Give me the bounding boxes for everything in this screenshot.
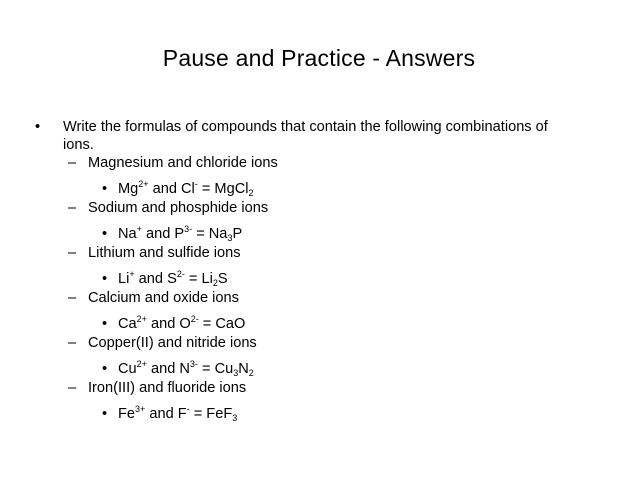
charge-superscript: 2+	[136, 314, 147, 324]
formula-text: Fe	[118, 406, 136, 422]
formula-text: = FeF	[189, 406, 233, 422]
item-dash: –	[68, 245, 77, 261]
charge-superscript: 2-	[190, 314, 199, 324]
charge-superscript: 2+	[138, 179, 149, 189]
item-label: Calcium and oxide ions	[88, 290, 239, 306]
formula-text: Li	[118, 271, 130, 287]
formula-text: and P	[141, 226, 185, 242]
item-dash: –	[68, 290, 77, 306]
answer-bullet: •	[102, 181, 108, 197]
formula-text: and F	[145, 406, 187, 422]
charge-superscript: +	[129, 269, 135, 279]
formula-text: = Na	[192, 226, 228, 242]
formula-text: Ca	[118, 316, 137, 332]
formula-text: P	[232, 226, 243, 242]
formula-text: = CaO	[198, 316, 246, 332]
formula-text: Mg	[118, 181, 139, 197]
intro-line-1: Write the formulas of compounds that contain the following combinations of	[63, 119, 548, 135]
charge-superscript: 3-	[189, 359, 198, 369]
formula-text: and Cl	[148, 181, 195, 197]
intro-line-2: ions.	[63, 137, 94, 153]
answer-bullet: •	[102, 271, 108, 287]
item-label: Magnesium and chloride ions	[88, 155, 278, 171]
answer-bullet: •	[102, 316, 108, 332]
slide-title: Pause and Practice - Answers	[162, 45, 476, 71]
charge-superscript: 2+	[136, 359, 147, 369]
formula-text: = MgCl	[197, 181, 249, 197]
item-label: Copper(II) and nitride ions	[88, 335, 257, 351]
answer-formula	[118, 270, 228, 288]
item-label: Lithium and sulfide ions	[88, 245, 241, 261]
item-dash: –	[68, 380, 77, 396]
answer-formula	[118, 180, 254, 198]
subscript: 2	[248, 188, 254, 198]
item-label: Iron(III) and fluoride ions	[88, 380, 247, 396]
charge-superscript: 3-	[184, 224, 193, 234]
item-label: Sodium and phosphide ions	[88, 200, 269, 216]
formula-text: N	[238, 361, 249, 377]
subscript: 2	[212, 278, 218, 288]
charge-superscript: 2-	[176, 269, 185, 279]
formula-text: and O	[146, 316, 191, 332]
subscript: 3	[232, 413, 238, 423]
subscript: 2	[248, 368, 254, 378]
subscript: 3	[233, 368, 239, 378]
formula-text: Cu	[118, 361, 137, 377]
formula-text: and S	[134, 271, 177, 287]
charge-superscript: +	[136, 224, 142, 234]
formula-text: and N	[146, 361, 190, 377]
answer-bullet: •	[102, 406, 108, 422]
item-dash: –	[68, 200, 77, 216]
formula-text: Na	[118, 226, 137, 242]
item-dash: –	[68, 155, 77, 171]
answer-bullet: •	[102, 226, 108, 242]
charge-superscript: -	[194, 179, 198, 189]
answer-formula	[118, 225, 242, 243]
formula-text: = Cu	[197, 361, 234, 377]
answer-bullet: •	[102, 361, 108, 377]
formula-text: S	[217, 271, 228, 287]
answer-formula	[118, 405, 237, 423]
answer-formula	[118, 315, 245, 333]
formula-text: = Li	[184, 271, 213, 287]
charge-superscript: -	[186, 404, 190, 414]
charge-superscript: 3+	[135, 404, 146, 414]
subscript: 3	[227, 233, 233, 243]
answer-formula	[118, 360, 254, 378]
intro-bullet: •	[35, 119, 41, 135]
item-dash: –	[68, 335, 77, 351]
